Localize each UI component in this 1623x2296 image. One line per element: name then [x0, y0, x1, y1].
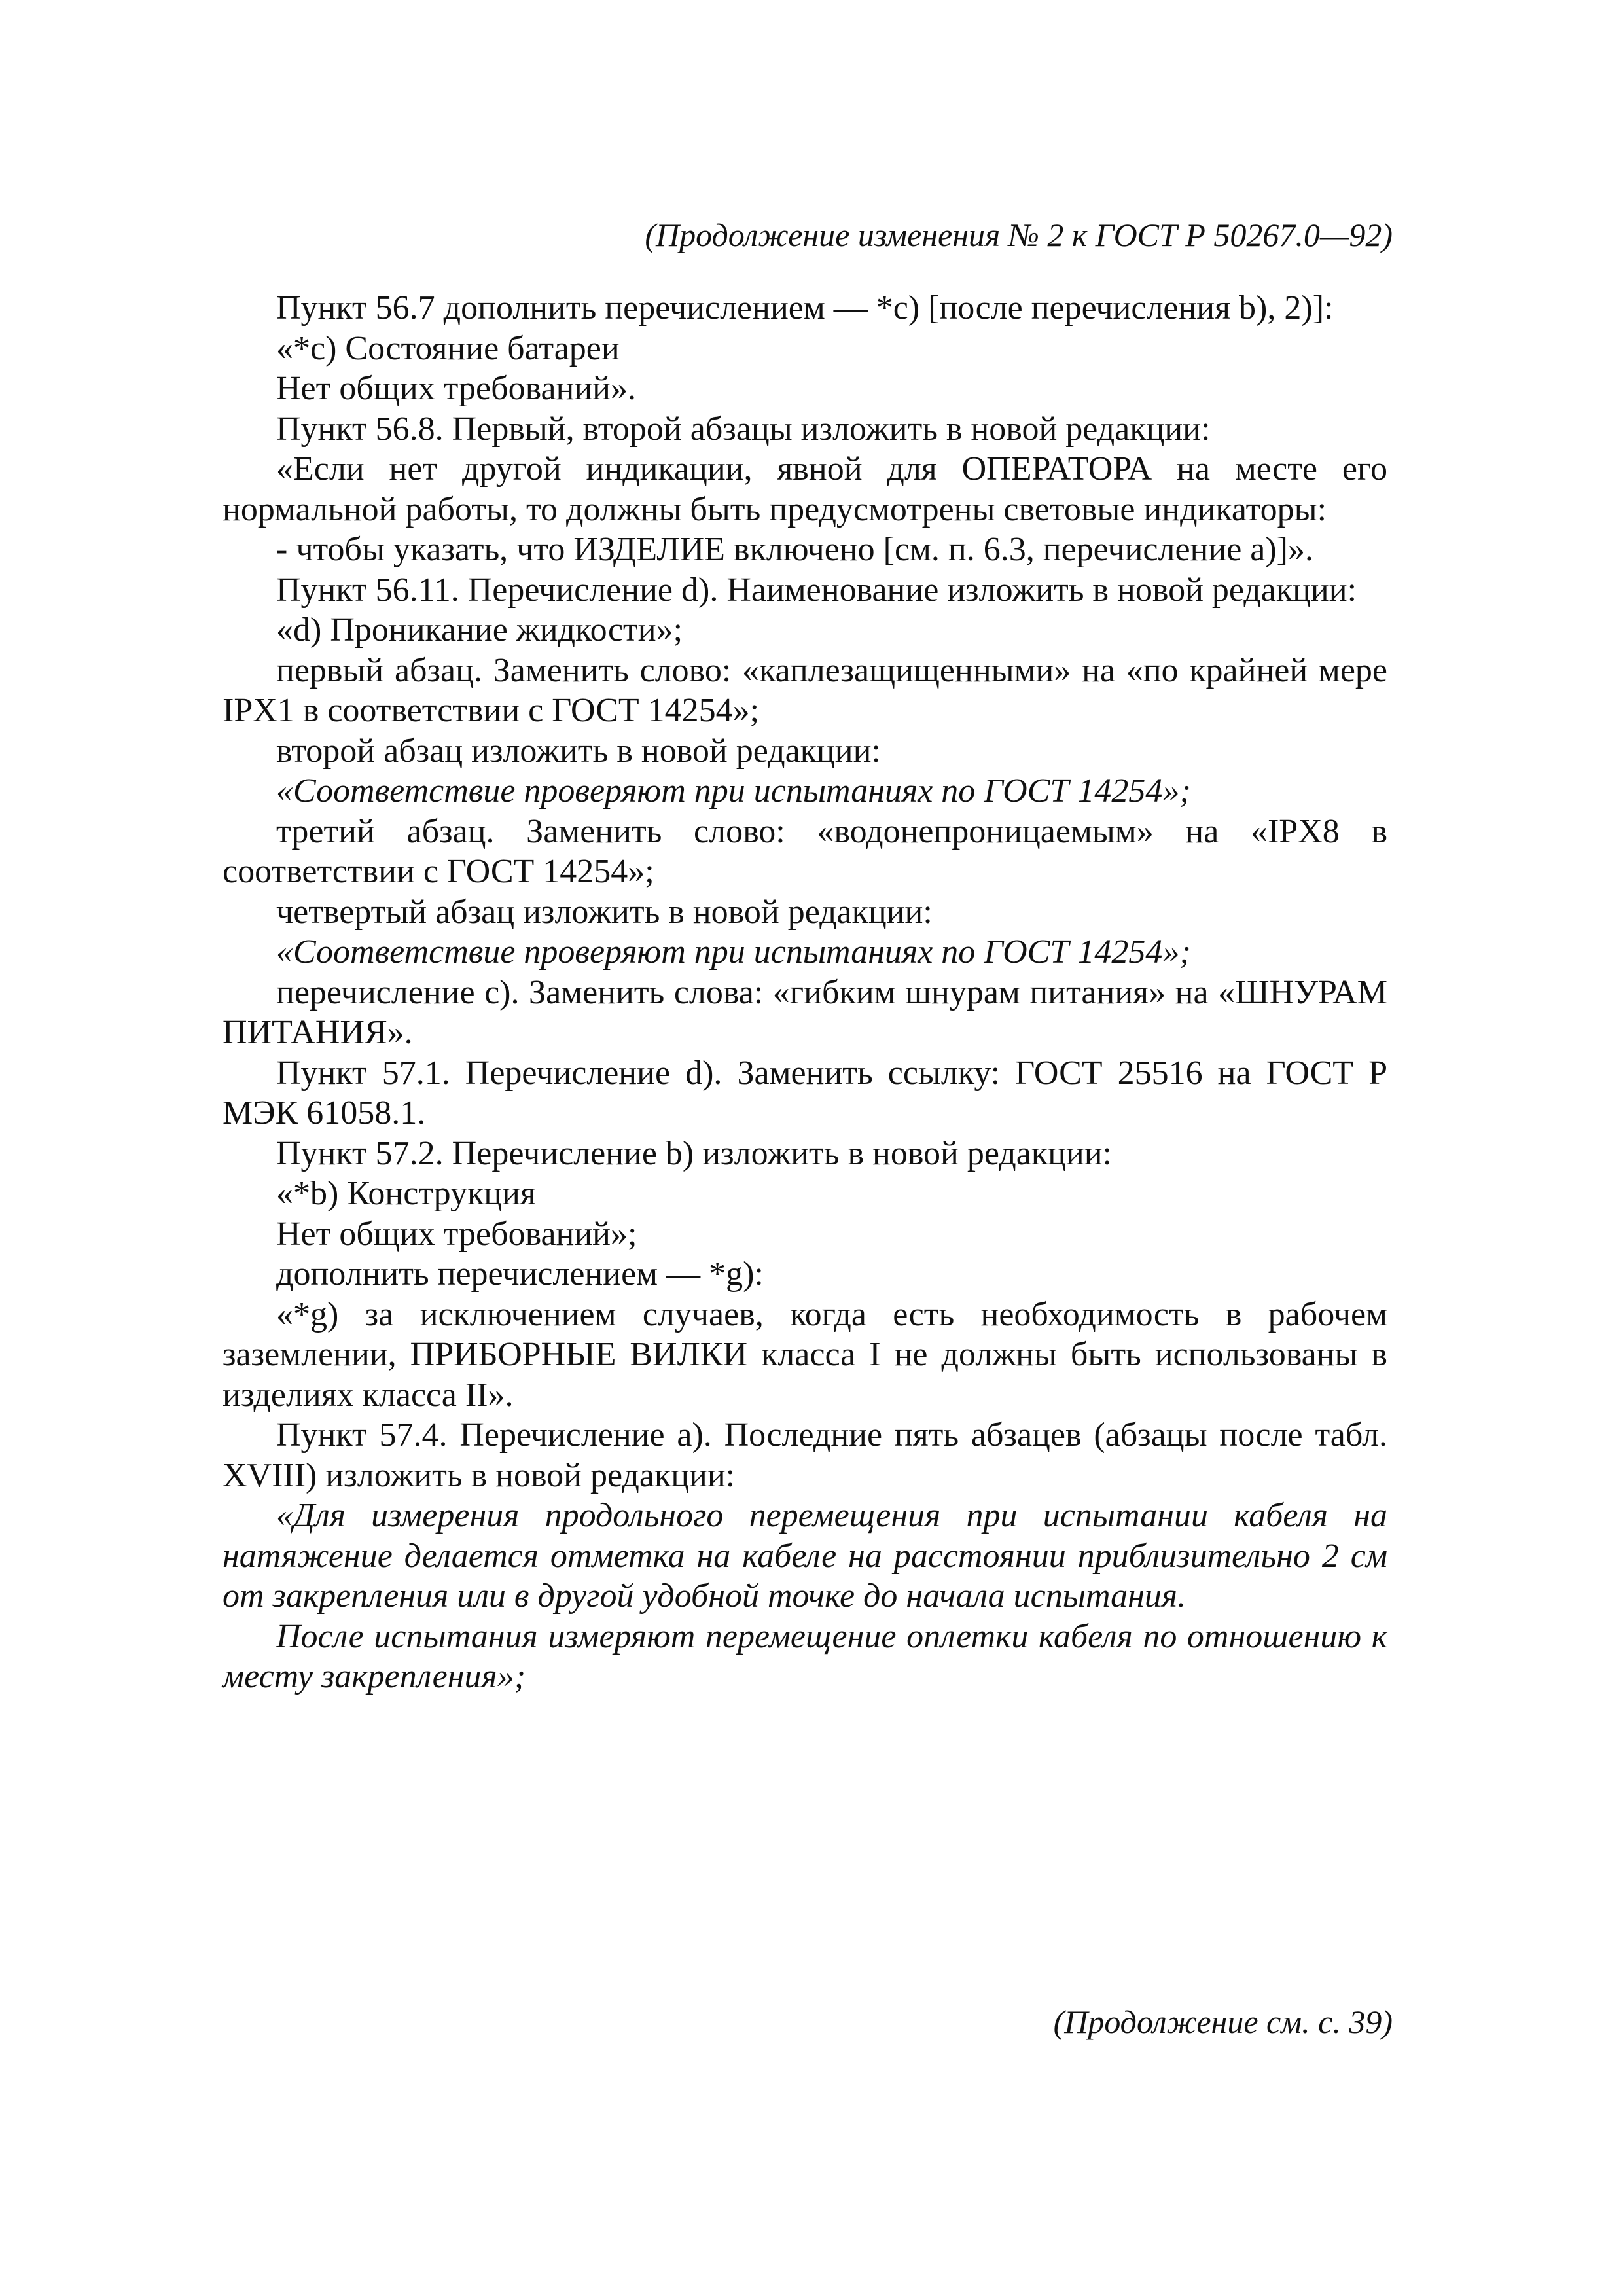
- paragraph: «*g) за исключением случаев, когда есть необходимость в рабочем заземлении, ПРИБОРНЫЕ ВИЛКИ класса I не должны быть использованы в изделиях класса II».: [223, 1295, 1387, 1414]
- paragraph: Нет общих требований».: [276, 370, 637, 407]
- paragraph: «*b) Конструкция: [276, 1175, 536, 1212]
- paragraph: Пункт 57.4. Перечисление а). Последние пять абзацев (абзацы после табл. XVIII) изложить в новой редакции:: [223, 1416, 1387, 1494]
- paragraph: Пункт 56.11. Перечисление d). Наименование изложить в новой редакции:: [276, 571, 1357, 609]
- document-body: [223, 288, 1387, 1697]
- paragraph: - чтобы указать, что ИЗДЕЛИЕ включено [см. п. 6.3, перечисление а)]».: [276, 531, 1313, 568]
- italic-paragraph: «Для измерения продольного перемещения при испытании кабеля на натяжение делается отметка на кабеле на расстоянии приблизительно 2 см от закрепления или в другой удобной точке до начала испытания.: [223, 1497, 1387, 1615]
- italic-paragraph: «Соответствие проверяют при испытаниях по ГОСТ 14254»;: [276, 772, 1191, 810]
- paragraph: четвертый абзац изложить в новой редакции:: [276, 893, 933, 931]
- paragraph: «Если нет другой индикации, явной для ОПЕРАТОРА на месте его нормальной работы, то должны быть предусмотрены световые индикаторы:: [223, 450, 1387, 528]
- paragraph: Нет общих требований»;: [276, 1215, 637, 1253]
- paragraph: Пункт 57.2. Перечисление b) изложить в новой редакции:: [276, 1134, 1112, 1172]
- paragraph: Пункт 57.1. Перечисление d). Заменить ссылку: ГОСТ 25516 на ГОСТ Р МЭК 61058.1.: [223, 1054, 1387, 1132]
- paragraph: «*с) Состояние батареи: [276, 329, 620, 367]
- paragraph: второй абзац изложить в новой редакции:: [276, 732, 881, 770]
- page-header: (Продолжение изменения № 2 к ГОСТ Р 50267.0—92): [645, 217, 1393, 253]
- paragraph: первый абзац. Заменить слово: «каплезащищенными» на «по крайней мере IPX1 в соответствии с ГОСТ 14254»;: [223, 651, 1387, 729]
- paragraph: «d) Проникание жидкости»;: [276, 611, 683, 649]
- paragraph: дополнить перечислением — *g):: [276, 1255, 764, 1293]
- paragraph: Пункт 56.8. Первый, второй абзацы изложить в новой редакции:: [276, 410, 1211, 448]
- paragraph: третий абзац. Заменить слово: «водонепроницаемым» на «IPX8 в соответствии с ГОСТ 14254»;: [223, 812, 1387, 890]
- italic-paragraph: «Соответствие проверяют при испытаниях по ГОСТ 14254»;: [276, 933, 1191, 971]
- italic-paragraph: После испытания измеряют перемещение оплетки кабеля по отношению к месту закрепления»;: [223, 1617, 1387, 1695]
- paragraph: Пункт 56.7 дополнить перечислением — *с) [после перечисления b), 2)]:: [276, 289, 1334, 327]
- paragraph: перечисление с). Заменить слова: «гибким шнурам питания» на «ШНУРАМ ПИТАНИЯ».: [223, 973, 1387, 1051]
- page-footer: (Продолжение см. с. 39): [1053, 2003, 1393, 2040]
